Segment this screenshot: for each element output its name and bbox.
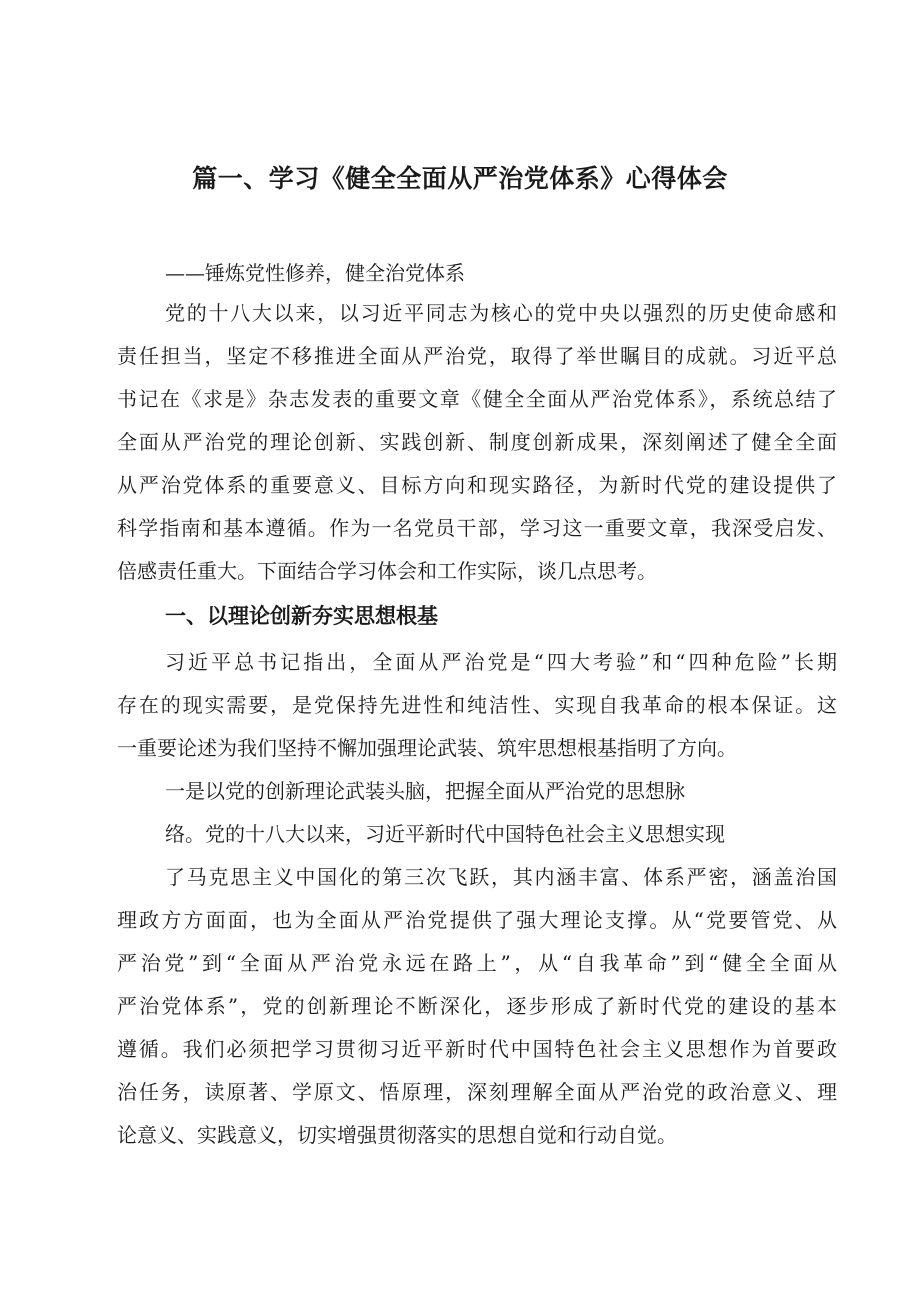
section-heading: 一、以理论创新夯实思想根基: [165, 604, 438, 628]
text-line: 络。党的十八大以来，习近平新时代中国特色社会主义思想实现: [165, 822, 725, 846]
text-line: 治任务，读原著、学原文、悟原理，深刻理解全面从严治党的政治意义、理: [117, 1080, 837, 1104]
subtitle-line: ——锤炼党性修养，健全治党体系: [165, 261, 465, 285]
document-title: 篇一、学习《健全全面从严治党体系》心得体会: [192, 164, 728, 193]
text-line: 理政方方面面，也为全面从严治党提供了强大理论支撑。从“党要管党、从: [117, 908, 837, 932]
text-line: 一是以党的创新理论武装头脑，把握全面从严治党的思想脉: [165, 779, 685, 803]
text-line: 科学指南和基本遵循。作为一名党员干部，学习这一重要文章，我深受启发、: [117, 516, 837, 540]
text-line: 论意义、实践意义，切实增强贯彻落实的思想自觉和行动自觉。: [117, 1123, 677, 1147]
text-line: 严治党”到“全面从严治党永远在路上”，从“自我革命”到“健全全面从: [117, 951, 837, 975]
text-line: 严治党体系”，党的创新理论不断深化，逐步形成了新时代党的建设的基本: [117, 994, 837, 1018]
text-line: 了马克思主义中国化的第三次飞跃，其内涵丰富、体系严密，涵盖治国: [165, 865, 837, 889]
text-line: 全面从严治党的理论创新、实践创新、制度创新成果，深刻阐述了健全全面: [117, 430, 837, 454]
text-line: 党的十八大以来，以习近平同志为核心的党中央以强烈的历史使命感和: [165, 301, 837, 325]
text-line: 书记在《求是》杂志发表的重要文章《健全全面从严治党体系》，系统总结了: [117, 387, 837, 411]
text-line: 习近平总书记指出，全面从严治党是“四大考验”和“四种危险”长期: [165, 650, 837, 674]
text-line: 存在的现实需要，是党保持先进性和纯洁性、实现自我革命的根本保证。这: [117, 693, 837, 717]
text-line: 倍感责任重大。下面结合学习体会和工作实际，谈几点思考。: [117, 559, 657, 583]
text-line: 从严治党体系的重要意义、目标方向和现实路径，为新时代党的建设提供了: [117, 473, 837, 497]
text-line: 遵循。我们必须把学习贯彻习近平新时代中国特色社会主义思想作为首要政: [117, 1037, 837, 1061]
text-line: 一重要论述为我们坚持不懈加强理论武装、筑牢思想根基指明了方向。: [117, 736, 737, 760]
text-line: 责任担当，坚定不移推进全面从严治党，取得了举世瞩目的成就。习近平总: [117, 344, 837, 368]
